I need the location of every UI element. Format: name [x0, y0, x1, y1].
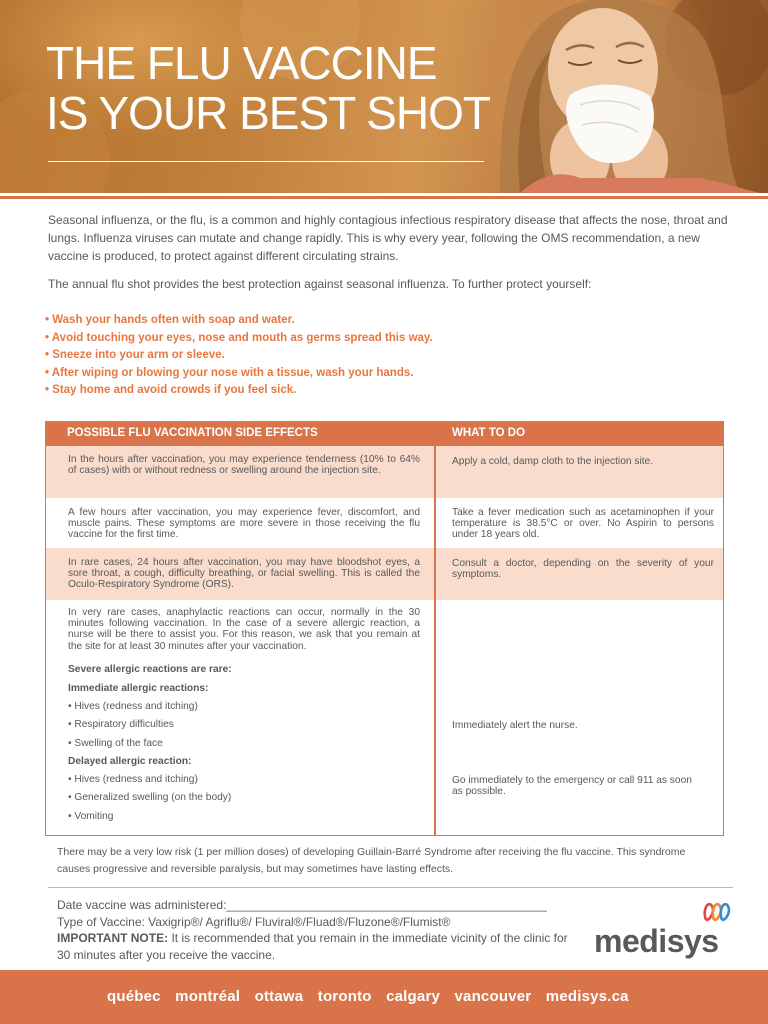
header-side-effects: POSSIBLE FLU VACCINATION SIDE EFFECTS [67, 427, 318, 439]
side-effect-cell: In the hours after vaccination, you may experience tenderness (10% to 64% of cases) with or without redness or swelling around the injection site. [68, 454, 420, 477]
important-label: IMPORTANT NOTE: [57, 931, 169, 945]
immediate-reaction-item: • Hives (redness and itching) [68, 701, 198, 712]
title-line-2: IS YOUR BEST SHOT [46, 87, 490, 139]
important-note [57, 931, 568, 962]
what-to-do-delayed: Go immediately to the emergency or call 911 as soon as possible. [452, 775, 692, 798]
table-row [46, 498, 723, 548]
city-calgary: calgary [386, 988, 441, 1005]
what-to-do-cell: Take a fever medication such as acetaminophen if your temperature is 38.5°C or over. No Aspirin to persons under 18 years old. [452, 507, 714, 541]
table-row [46, 548, 723, 600]
city-vancouver: vancouver [454, 988, 532, 1005]
table-row [46, 600, 723, 835]
delayed-reaction-item: • Vomiting [68, 811, 114, 822]
footer-divider [48, 887, 733, 888]
date-administered-field: Date vaccine was administered:________________________________________________ [57, 898, 547, 912]
what-to-do-cell: Apply a cold, damp cloth to the injection site. [452, 456, 654, 467]
city-ottawa: ottawa [254, 988, 304, 1005]
side-effect-cell: In rare cases, 24 hours after vaccination, you may have bloodshot eyes, a sore throat, a cough, difficulty breathing, or facial swelling. This is called the Oculo-Respiratory Syndrome (ORS). [68, 557, 420, 591]
hero-banner [0, 0, 768, 193]
what-to-do-immediate: Immediately alert the nurse. [452, 720, 578, 731]
side-effect-cell: A few hours after vaccination, you may experience fever, discomfort, and muscle pains. These symptoms are more severe in those receiving the flu vaccine for the first time. [68, 507, 420, 541]
page-title [46, 38, 546, 138]
important-text: It is recommended that you remain in the immediate vicinity of the clinic for 30 minutes after you receive the vaccine. [57, 931, 568, 962]
cities-bar [0, 970, 768, 1024]
medisys-logo-mark [594, 896, 734, 926]
city-montreal: montréal [175, 988, 241, 1005]
table-row [46, 446, 723, 498]
city-toronto: toronto [317, 988, 372, 1005]
header-divider [0, 196, 768, 199]
side-effect-cell: In very rare cases, anaphylactic reactions can occur, normally in the 30 minutes following vaccination. In the case of a severe allergic reaction, a nurse will be there to assist you. For this reason, we ask that you remain at the site for at least 30 minutes after your vaccination. [68, 607, 420, 652]
title-underline [48, 161, 484, 162]
tip-item: • Sneeze into your arm or sleeve. [45, 349, 225, 362]
medisys-logo [594, 896, 734, 962]
cities-list [107, 988, 639, 1006]
header-what-to-do: WHAT TO DO [452, 427, 526, 439]
logo-wordmark: medisys [594, 923, 719, 959]
tip-item: • Stay home and avoid crowds if you feel sick. [45, 384, 297, 397]
intro-section [48, 211, 728, 303]
intro-paragraph-1: Seasonal influenza, or the flu, is a common and highly contagious infectious respiratory disease that affects the nose, throat and lungs. Influenza viruses can mutate and change rapidly. This is why every year, following the OMS recommendation, a new vaccine is produced, to protect against different circulating strains. [48, 213, 728, 263]
delayed-reactions-heading: Delayed allergic reaction: [68, 756, 192, 767]
immediate-reactions-heading: Immediate allergic reactions: [68, 683, 209, 694]
immediate-reaction-item: • Respiratory difficulties [68, 719, 174, 730]
tip-item: • Wash your hands often with soap and water. [45, 314, 295, 326]
website-link[interactable]: medisys.ca [545, 988, 629, 1005]
tip-item: • Avoid touching your eyes, nose and mouth as germs spread this way. [45, 331, 433, 344]
what-to-do-cell: Consult a doctor, depending on the severity of your symptoms. [452, 558, 714, 581]
delayed-reaction-item: • Generalized swelling (on the body) [68, 792, 232, 803]
tip-item: • After wiping or blowing your nose with a tissue, wash your hands. [45, 366, 414, 379]
guillain-barre-note: There may be a very low risk (1 per million doses) of developing Guillain-Barré Syndrome after receiving the flu vaccine. This syndrome causes progressive and reversible paralysis, but may sometimes have lasting effects. [57, 846, 686, 875]
column-divider [434, 446, 436, 835]
vaccine-info [57, 897, 577, 963]
prevention-tips-list [45, 312, 725, 400]
side-effects-table [45, 421, 724, 836]
intro-paragraph-2: The annual flu shot provides the best protection against seasonal influenza. To further protect yourself: [48, 277, 592, 291]
city-quebec: québec [107, 988, 161, 1005]
severe-reactions-heading: Severe allergic reactions are rare: [68, 664, 232, 675]
title-line-1: THE FLU VACCINE [46, 37, 437, 89]
vaccine-type-line: Type of Vaccine: Vaxigrip®/ Agriflu®/ Fluviral®/Fluad®/Fluzone®/Flumist® [57, 914, 451, 929]
immediate-reaction-item: • Swelling of the face [68, 738, 163, 749]
delayed-reaction-item: • Hives (redness and itching) [68, 774, 198, 785]
table-header [46, 421, 723, 446]
